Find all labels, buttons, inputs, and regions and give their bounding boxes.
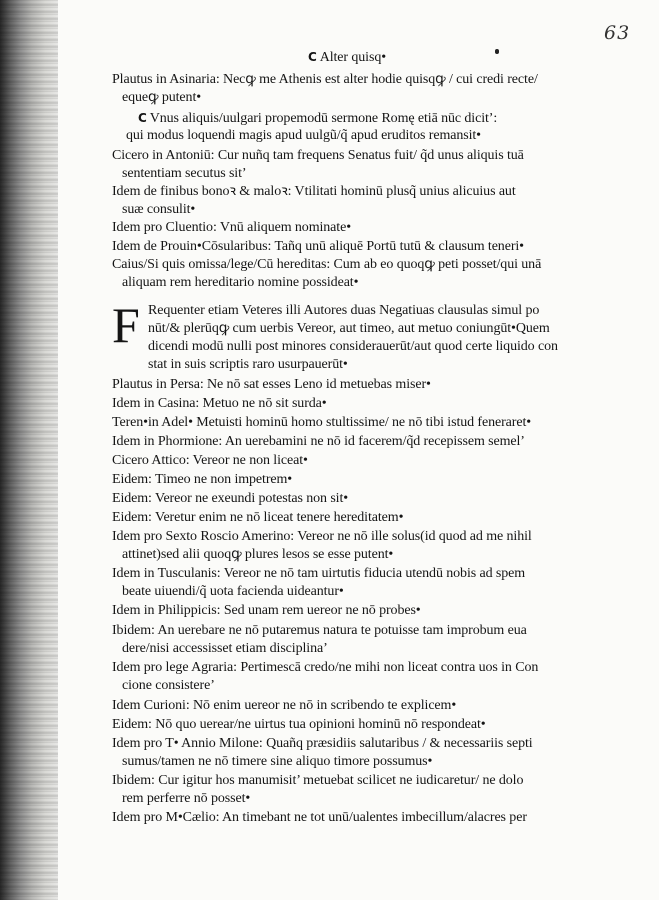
ink-mark: [495, 49, 499, 54]
text-line: Eidem: Timeo ne non impetrem•: [112, 472, 293, 487]
text-line: equeꝙ putent•: [122, 90, 202, 105]
text-line: Idem pro lege Agraria: Pertimescā credo/ne mihi non liceat contra uos in Con: [112, 660, 539, 675]
text-line: aliquam rem hereditario nomine possideat•: [122, 275, 359, 290]
text-line: Idem in Phormione: An uerebamini ne nō id facerem/q̃d recepissem semel’: [112, 434, 525, 449]
text-line: Caius/Si quis omissa/lege/Cū hereditas: Cum ab eo quoqꝙ peti posset/qui unā: [112, 257, 542, 272]
text-line: Idem pro M•Cælio: An timebant ne tot unū/ualentes imbecillum/alacres per: [112, 810, 527, 825]
text-line: Requenter etiam Veteres illi Autores duas Negatiuas clausulas simul po: [148, 303, 540, 318]
text-line: Eidem: Vereor ne exeundi potestas non sit•: [112, 491, 349, 506]
text-line: Cicero Attico: Vereor ne non liceat•: [112, 453, 308, 468]
pilcrow-mark: C: [308, 50, 317, 64]
folio-number: 63: [604, 22, 631, 44]
text-line: Plautus in Asinaria: Necꝙ me Athenis est alter hodie quisqꝙ / cui credi recte/: [112, 72, 538, 87]
text-line: Ibidem: An uerebare ne nō putaremus natura te potuisse tam improbum eua: [112, 623, 527, 638]
section-title: C Alter quisq•: [308, 50, 387, 65]
text-line: stat in suis scriptis raro usurpauerūt•: [148, 357, 348, 372]
text-line: Idem in Philippicis: Sed unam rem uereor ne nō probes•: [112, 603, 421, 618]
text-line: dere/nisi accessisset etiam disciplina’: [122, 641, 328, 656]
text-line: Idem pro Sexto Roscio Amerino: Vereor ne nō ille solus(id quod ad me nihil: [112, 529, 532, 544]
text-line: rem perferre nō posset•: [122, 791, 251, 806]
text-line: Teren•in Adel• Metuisti hominū homo stultissime/ ne nō tibi istud feneraret•: [112, 415, 532, 430]
text-line: sumus/tamen ne nō timere sine aliquo timore possumus•: [122, 754, 433, 769]
text-line: Idem in Casina: Metuo ne nō sit surda•: [112, 396, 327, 411]
text-line: Idem pro T• Annio Milone: Quañq præsidiis salutaribus / & necessariis septi: [112, 736, 533, 751]
text-line: Idem Curioni: Nō enim uereor ne nō in scribendo te explicem•: [112, 698, 457, 713]
text-line: Idem de Prouin•Cōsularibus: Tañq unū aliquē Portū tutū & clausum teneri•: [112, 239, 524, 254]
text-line: Idem in Tusculanis: Vereor ne nō tam uirtutis fiducia utendū nobis ad spem: [112, 566, 526, 581]
text-line: suæ consulit•: [122, 202, 196, 217]
text-line: beate uiuendi/q̃ uota facienda uideantur•: [122, 584, 344, 599]
text-line: nūt/& plerūqꝙ cum uerbis Vereor, aut timeo, aut metuo coniungūt•Quem: [148, 321, 550, 336]
text-line: dicendi modū nulli post minores considerauerūt/aut quod certe liquido con: [148, 339, 558, 354]
text-line: Eidem: Nō quo uerear/ne uirtus tua opinioni hominū nō respondeat•: [112, 717, 486, 732]
text-line: Idem pro Cluentio: Vnū aliquem nominate•: [112, 220, 351, 235]
text-line: Plautus in Persa: Ne nō sat esses Leno id metuebas miser•: [112, 377, 431, 392]
text-line: sententiam secutus sit’: [122, 166, 247, 181]
text-line: Idem de finibus bonoꝛ & maloꝛ: Vtilitati hominū plusq̃ unius alicuius aut: [112, 184, 516, 199]
text-line: cione consistere’: [122, 678, 215, 693]
text-line: qui modus loquendi magis apud uulgũ/q̃ apud eruditos remansit•: [126, 128, 481, 143]
drop-cap: F: [112, 297, 140, 353]
text-line: Ibidem: Cur igitur hos manumisit’ metuebat scilicet ne iudicaretur/ ne dolo: [112, 773, 524, 788]
pilcrow-mark: C: [138, 111, 147, 125]
text-line: C Vnus aliquis/uulgari propemodū sermone Romę etiā nūc dicit’:: [138, 111, 498, 126]
text-line: attinet)sed alii quoqꝙ plures lesos se esse putent•: [122, 547, 394, 562]
book-binding-shadow: [0, 0, 58, 900]
text-line: Eidem: Veretur enim ne nō liceat tenere hereditatem•: [112, 510, 404, 525]
text-line: Cicero in Antoniū: Cur nuñq tam frequens Senatus fuit/ q̃d unus aliquis tuā: [112, 148, 524, 163]
